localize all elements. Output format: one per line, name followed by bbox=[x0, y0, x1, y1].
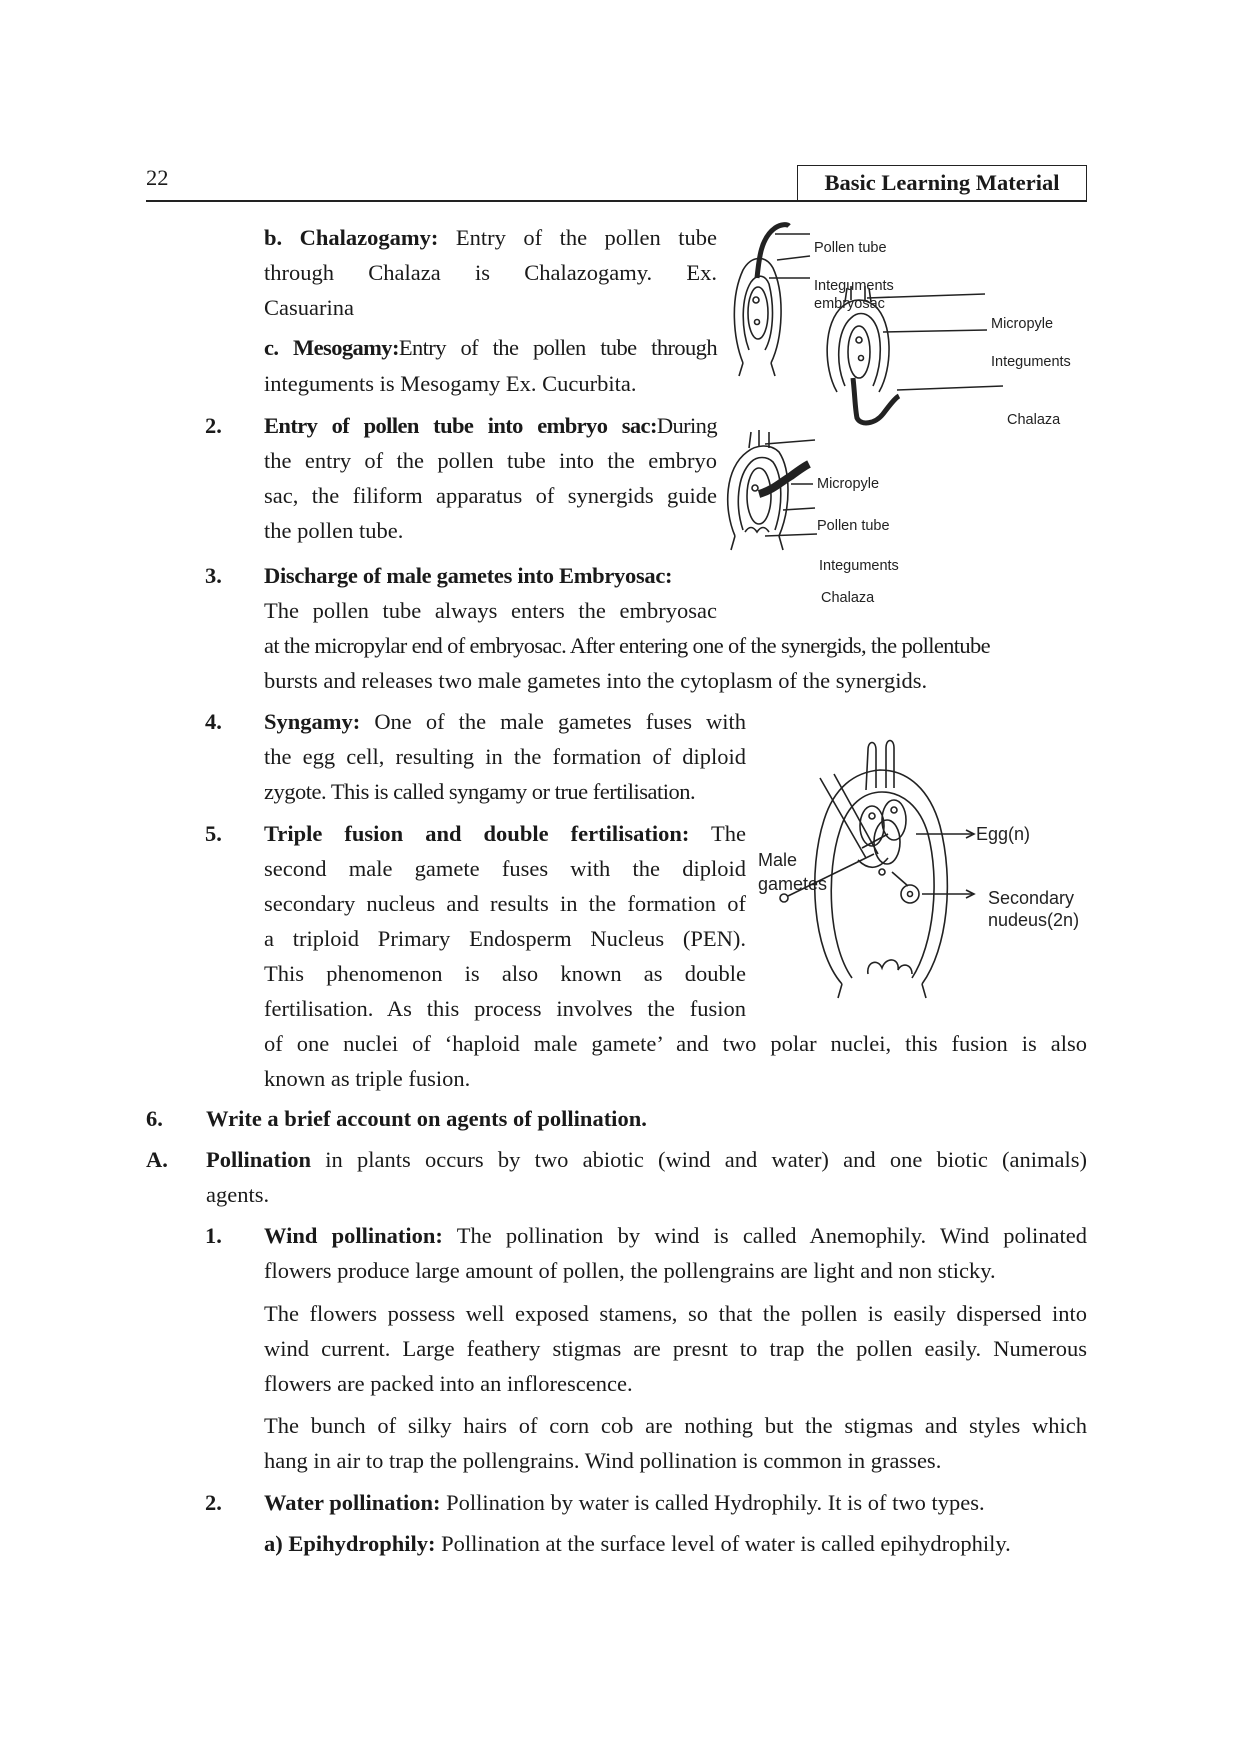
mesogamy-line-1 bbox=[264, 330, 717, 366]
entry-line-3: sac, the filiform apparatus of synergids guide bbox=[264, 483, 717, 508]
chalazogamy-line-3: Casuarina bbox=[264, 295, 354, 320]
male-gamete-1 bbox=[780, 894, 788, 902]
discharge-term: Discharge of male gametes into Embryosac: bbox=[264, 563, 673, 588]
syngamy-line-2: the egg cell, resulting in the formation of diploid bbox=[264, 744, 746, 769]
double-fertilisation-figure bbox=[758, 730, 1102, 1005]
running-title: Basic Learning Material bbox=[797, 165, 1087, 201]
answer-label: A. bbox=[146, 1147, 168, 1172]
antipodal-cells bbox=[868, 960, 912, 974]
discharge-line-4: bursts and releases two male gametes into the cytoplasm of the synergids. bbox=[264, 668, 928, 693]
wind-line-2: flowers produce large amount of pollen, the pollengrains are light and non sticky. bbox=[264, 1258, 996, 1283]
mesogamy-term: c. Mesogamy: bbox=[264, 335, 399, 360]
epihydrophily-text: Pollination at the surface level of water is called epihydrophily. bbox=[441, 1531, 1011, 1556]
triple-line-5: This phenomenon is also known as double bbox=[264, 961, 746, 986]
chalazogamy-line-2: through Chalaza is Chalazogamy. Ex. bbox=[264, 260, 717, 285]
wind-line-1 bbox=[264, 1218, 1087, 1254]
item-5-number: 5. bbox=[205, 821, 222, 846]
entry-line-2: the entry of the pollen tube into the embryo bbox=[264, 448, 717, 473]
ovule-3-label-integuments: Integuments bbox=[819, 558, 899, 574]
wind-text-1: The pollination by wind is called Anemophily. Wind polinated bbox=[456, 1223, 1088, 1248]
wind-p2-line-2: wind current. Large feathery stigmas are presnt to trap the pollen easily. Numerous bbox=[264, 1336, 1087, 1361]
ovule-3-label-chalaza: Chalaza bbox=[821, 590, 875, 606]
wind-p2-line-3: flowers are packed into an inflorescence. bbox=[264, 1371, 633, 1396]
discharge-line-3: at the micropylar end of embryosac. After entering one of the synergids, the pollentube bbox=[264, 633, 990, 658]
entry-text-1: During bbox=[656, 413, 717, 438]
label-egg: Egg(n) bbox=[976, 824, 1031, 844]
water-text-1: Pollination by water is called Hydrophily. It is of two types. bbox=[446, 1490, 985, 1515]
triple-line-3: secondary nucleus and results in the formation of bbox=[264, 891, 746, 916]
item-4-number: 4. bbox=[205, 709, 222, 734]
triple-text-1: The bbox=[711, 821, 746, 846]
triple-term: Triple fusion and double fertilisation: bbox=[264, 821, 690, 846]
answer-text-1: in plants occurs by two abiotic (wind and water) and one biotic (animals) bbox=[325, 1147, 1087, 1172]
triple-line-1 bbox=[264, 816, 746, 852]
triple-line-6: fertilisation. As this process involves the fusion bbox=[264, 996, 746, 1021]
triple-line-4: a triploid Primary Endosperm Nucleus (PEN). bbox=[264, 926, 746, 951]
secondary-nucleus bbox=[901, 885, 919, 903]
label-male-line-2: gametes bbox=[758, 874, 828, 894]
page-number: 22 bbox=[146, 165, 169, 190]
chalazogamy-text-1: Entry of the pollen tube bbox=[455, 225, 718, 250]
entry-line-4: the pollen tube. bbox=[264, 518, 404, 543]
syngamy-line-1 bbox=[264, 704, 746, 740]
entry-line-1 bbox=[264, 408, 717, 444]
ovule-2-label-integuments: Integuments bbox=[991, 354, 1071, 370]
syngamy-text-1: One of the male gametes fuses with bbox=[374, 709, 746, 734]
header-rule bbox=[146, 200, 1087, 202]
triple-line-8: known as triple fusion. bbox=[264, 1066, 471, 1091]
ovule-2-label-chalaza: Chalaza bbox=[1007, 412, 1061, 428]
item-2-number: 2. bbox=[205, 413, 222, 438]
wind-p2-line-1: The flowers possess well exposed stamens, so that the pollen is easily dispersed into bbox=[264, 1301, 1087, 1326]
wind-p3-line-1: The bunch of silky hairs of corn cob are nothing but the stigmas and styles which bbox=[264, 1413, 1087, 1438]
label-male-line-1: Male bbox=[758, 850, 798, 870]
ovule-2-pollen-tube bbox=[853, 378, 899, 423]
epihydrophily-term: a) Epihydrophily: bbox=[264, 1531, 436, 1556]
mesogamy-text-1: Entry of the pollen tube through bbox=[398, 335, 717, 360]
triple-line-7: of one nuclei of ‘haploid male gamete’ and two polar nuclei, this fusion is also bbox=[264, 1031, 1087, 1056]
chalazogamy-term: b. Chalazogamy: bbox=[264, 225, 439, 250]
discharge-line-2: The pollen tube always enters the embryosac bbox=[264, 598, 717, 623]
question-number: 6. bbox=[146, 1106, 163, 1131]
answer-line-2: agents. bbox=[206, 1182, 270, 1207]
ovule-1-label-integuments: Integuments bbox=[814, 278, 894, 294]
answer-line-1 bbox=[206, 1142, 1087, 1178]
ovule-1-pollen-tube bbox=[757, 225, 789, 278]
question-text: Write a brief account on agents of pollination. bbox=[206, 1106, 647, 1131]
wind-p3-line-2: hang in air to trap the pollengrains. Wind pollination is common in grasses. bbox=[264, 1448, 942, 1473]
answer-term: Pollination bbox=[206, 1147, 312, 1172]
ovule-3-pollen-tube bbox=[759, 464, 809, 494]
wind-number: 1. bbox=[205, 1223, 222, 1248]
water-term: Water pollination: bbox=[264, 1490, 441, 1515]
ovule-entry-figure bbox=[725, 218, 1105, 628]
epihydrophily-line bbox=[264, 1526, 1011, 1562]
ovule-2-label-micropyle: Micropyle bbox=[991, 316, 1054, 332]
entry-term: Entry of pollen tube into embryo sac: bbox=[264, 413, 657, 438]
syngamy-term: Syngamy: bbox=[264, 709, 361, 734]
mesogamy-line-2: integuments is Mesogamy Ex. Cucurbita. bbox=[264, 371, 637, 396]
triple-line-2: second male gamete fuses with the diploid bbox=[264, 856, 746, 881]
ovule-3-drawing bbox=[728, 430, 788, 550]
water-number: 2. bbox=[205, 1490, 222, 1515]
label-secondary-line-2: nudeus(2n) bbox=[988, 910, 1080, 930]
ovule-3-label-micropyle: Micropyle bbox=[817, 476, 880, 492]
ovule-1-label-pollen-tube: Pollen tube bbox=[814, 240, 887, 256]
syngamy-line-3: zygote. This is called syngamy or true fertilisation. bbox=[264, 779, 696, 804]
egg-cell bbox=[874, 820, 900, 864]
ovule-3-label-pollen-tube: Pollen tube bbox=[817, 518, 890, 534]
label-secondary-line-1: Secondary bbox=[988, 888, 1075, 908]
chalazogamy-line-1 bbox=[264, 220, 717, 256]
ovule-1-label-embryosac: embryosac bbox=[814, 296, 885, 312]
synergid-1 bbox=[860, 806, 884, 846]
wind-term: Wind pollination: bbox=[264, 1223, 443, 1248]
water-line-1 bbox=[264, 1485, 985, 1521]
item-3-number: 3. bbox=[205, 563, 222, 588]
